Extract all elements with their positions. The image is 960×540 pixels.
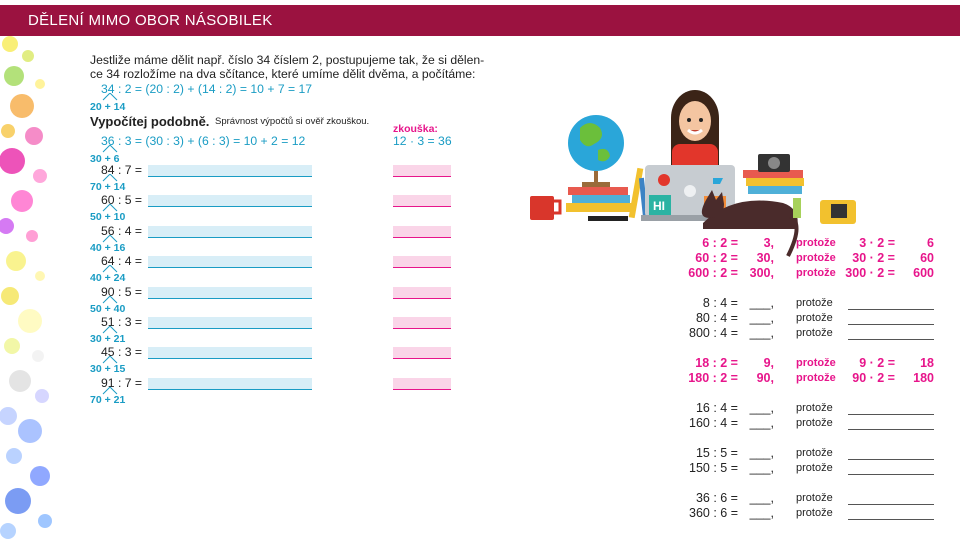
division-expression: 6 : 2 = xyxy=(702,236,738,250)
division-expression: 16 : 4 = xyxy=(695,401,738,415)
answer-field[interactable] xyxy=(148,195,312,207)
because-label: protože xyxy=(796,417,833,430)
task-heading: Vypočítej podobně. xyxy=(90,114,210,129)
division-result: 9, xyxy=(763,356,774,370)
because-label: protože xyxy=(796,297,833,309)
answer-field[interactable] xyxy=(148,165,312,177)
answer-field[interactable] xyxy=(148,378,312,390)
division-result: 90, xyxy=(756,371,774,386)
exercise-expression: 64 : 4 = xyxy=(101,254,142,269)
division-expression: 360 : 6 = xyxy=(689,506,738,521)
check-example: 12 · 3 = 36 xyxy=(393,134,452,148)
globe-icon xyxy=(568,115,624,187)
check-field[interactable] xyxy=(393,317,451,329)
worked-example-2: 36 : 3 = (30 : 3) + (6 : 3) = 10 + 2 = 12 xyxy=(101,134,306,148)
exercise-split: 50 + 40 xyxy=(90,302,126,315)
exercise-expression: 91 : 7 = xyxy=(101,375,142,390)
division-result: ___, xyxy=(749,311,774,326)
check-expression: 9 · 2 = xyxy=(859,356,895,370)
exercise-expression: 84 : 7 = xyxy=(101,163,142,177)
verification-field[interactable] xyxy=(848,447,934,460)
because-label: protože xyxy=(796,492,833,504)
division-expression: 15 : 5 = xyxy=(695,446,738,460)
answer-field[interactable] xyxy=(148,317,312,329)
verification-field[interactable] xyxy=(848,402,934,415)
division-result: ___, xyxy=(749,461,774,476)
instruction-line-1: Jestliže máme dělit např. číslo 34 číslem 2, postupujeme tak, že si dělen- xyxy=(90,53,485,67)
exercise-split: 50 + 10 xyxy=(90,211,126,224)
answer-field[interactable] xyxy=(148,226,312,238)
because-label: protože xyxy=(796,507,833,520)
check-result: 18 xyxy=(920,356,934,370)
worked-example-1: 34 : 2 = (20 : 2) + (14 : 2) = 10 + 7 = 17 xyxy=(101,82,313,96)
decorative-bokeh xyxy=(0,36,75,540)
division-expression: 8 : 4 = xyxy=(702,296,738,310)
check-expression: 3 · 2 = xyxy=(859,236,895,250)
check-field[interactable] xyxy=(393,195,451,207)
check-field[interactable] xyxy=(393,165,451,177)
verification-field[interactable] xyxy=(848,312,934,325)
division-result: ___, xyxy=(749,401,774,415)
instruction-line-2: ce 34 rozložíme na dva sčítance, které umíme dělit dvěma, a počítáme: xyxy=(90,67,476,81)
check-expression: 30 · 2 = xyxy=(852,251,895,266)
because-label: protože xyxy=(796,312,833,325)
division-result: ___, xyxy=(749,296,774,310)
verification-field[interactable] xyxy=(848,462,934,475)
because-label: protože xyxy=(796,357,836,369)
exercise-split: 40 + 24 xyxy=(90,272,126,285)
example1-split: 20 + 14 xyxy=(90,101,126,113)
instructions xyxy=(90,53,490,81)
because-label: protože xyxy=(796,402,833,414)
division-result: ___, xyxy=(749,491,774,505)
because-label: protože xyxy=(796,327,833,340)
split-arrows xyxy=(100,145,120,153)
answer-field[interactable] xyxy=(148,256,312,268)
check-field[interactable] xyxy=(393,347,451,359)
division-result: ___, xyxy=(749,416,774,431)
division-expression: 18 : 2 = xyxy=(695,356,738,370)
svg-text:HI: HI xyxy=(653,199,665,213)
division-expression: 180 : 2 = xyxy=(688,371,738,386)
task-note: Správnost výpočtů si ověř zkouškou. xyxy=(215,116,370,127)
page-title: DĚLENÍ MIMO OBOR NÁSOBILEK xyxy=(28,12,273,29)
example2-split: 30 + 6 xyxy=(90,153,120,165)
exercise-split: 40 + 16 xyxy=(90,241,126,254)
division-expression: 600 : 2 = xyxy=(688,266,738,281)
check-result: 180 xyxy=(913,371,934,386)
check-field[interactable] xyxy=(393,256,451,268)
verification-field[interactable] xyxy=(848,507,934,520)
title-bar xyxy=(0,5,960,36)
check-expression: 90 · 2 = xyxy=(852,371,895,386)
because-label: protože xyxy=(796,252,836,265)
exercise-expression: 60 : 5 = xyxy=(101,193,142,208)
division-expression: 160 : 4 = xyxy=(689,416,738,431)
check-field[interactable] xyxy=(393,226,451,238)
because-label: protože xyxy=(796,267,836,280)
exercise-split: 70 + 14 xyxy=(90,181,126,193)
division-expression: 36 : 6 = xyxy=(695,491,738,505)
verification-field[interactable] xyxy=(848,327,934,340)
exercise-split: 30 + 15 xyxy=(90,363,126,376)
division-expression: 150 : 5 = xyxy=(689,461,738,476)
exercise-split: 70 + 21 xyxy=(90,393,126,406)
division-expression: 80 : 4 = xyxy=(695,311,738,326)
division-result: 3, xyxy=(763,236,774,250)
answer-field[interactable] xyxy=(148,347,312,359)
because-label: protože xyxy=(796,447,833,459)
division-result: ___, xyxy=(749,446,774,460)
exercise-expression: 90 : 5 = xyxy=(101,284,142,299)
exercise-split: 30 + 21 xyxy=(90,333,126,345)
split-arrows xyxy=(100,93,120,101)
division-expression: 60 : 2 = xyxy=(695,251,738,266)
check-result: 60 xyxy=(920,251,934,266)
verification-field[interactable] xyxy=(848,492,934,505)
division-result: 30, xyxy=(756,251,774,266)
division-expression: 800 : 4 = xyxy=(689,326,738,341)
division-result: ___, xyxy=(749,326,774,341)
check-expression: 300 · 2 = xyxy=(845,266,895,281)
exercise-expression: 51 : 3 = xyxy=(101,315,142,329)
check-field[interactable] xyxy=(393,287,451,299)
check-result: 6 xyxy=(927,236,934,250)
check-result: 600 xyxy=(913,266,934,281)
verification-field[interactable] xyxy=(848,417,934,430)
verification-field[interactable] xyxy=(848,297,934,310)
because-label: protože xyxy=(796,462,833,475)
check-field[interactable] xyxy=(393,378,451,390)
because-label: protože xyxy=(796,372,836,385)
check-label: zkouška: xyxy=(393,123,438,135)
exercise-expression: 45 : 3 = xyxy=(101,345,142,360)
exercise-expression: 56 : 4 = xyxy=(101,223,142,238)
answer-field[interactable] xyxy=(148,287,312,299)
division-result: ___, xyxy=(749,506,774,521)
division-result: 300, xyxy=(749,266,774,281)
because-label: protože xyxy=(796,237,836,249)
